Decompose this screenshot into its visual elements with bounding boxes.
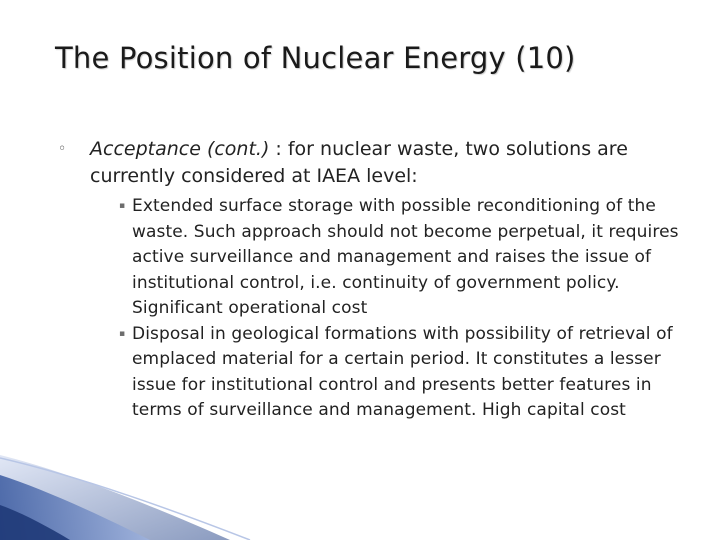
sub-bullet-list [58,194,688,424]
slide-title: The Position of Nuclear Energy (10) [55,41,576,75]
main-bullet-text: : for nuclear waste, two solutions are currently considered at IAEA level: [90,138,628,187]
square-bullet-icon: ▪ [119,201,126,211]
sub-bullet-geological-disposal [58,322,688,424]
hollow-circle-bullet-icon: ◦ [58,141,67,157]
square-bullet-icon: ▪ [119,328,126,339]
slide-body [58,136,688,424]
sub-bullet-text: Extended surface storage with possible reconditioning of the waste. Such approach should not become perpetual, it requires active surveillance and management and raises the issue of institutional control, i.e. continuity of government policy. Significant operational cost [132,196,679,318]
sub-bullet-text: Disposal in geological formations with possibility of retrieval of emplaced material for a certain period. It constitutes a lesser issue for institutional control and presents better features in terms of surveillance and management. High capital cost [132,323,673,420]
sub-bullet-surface-storage [58,194,688,322]
main-bullet-label: Acceptance (cont.) [90,138,270,160]
main-bullet [58,136,688,190]
